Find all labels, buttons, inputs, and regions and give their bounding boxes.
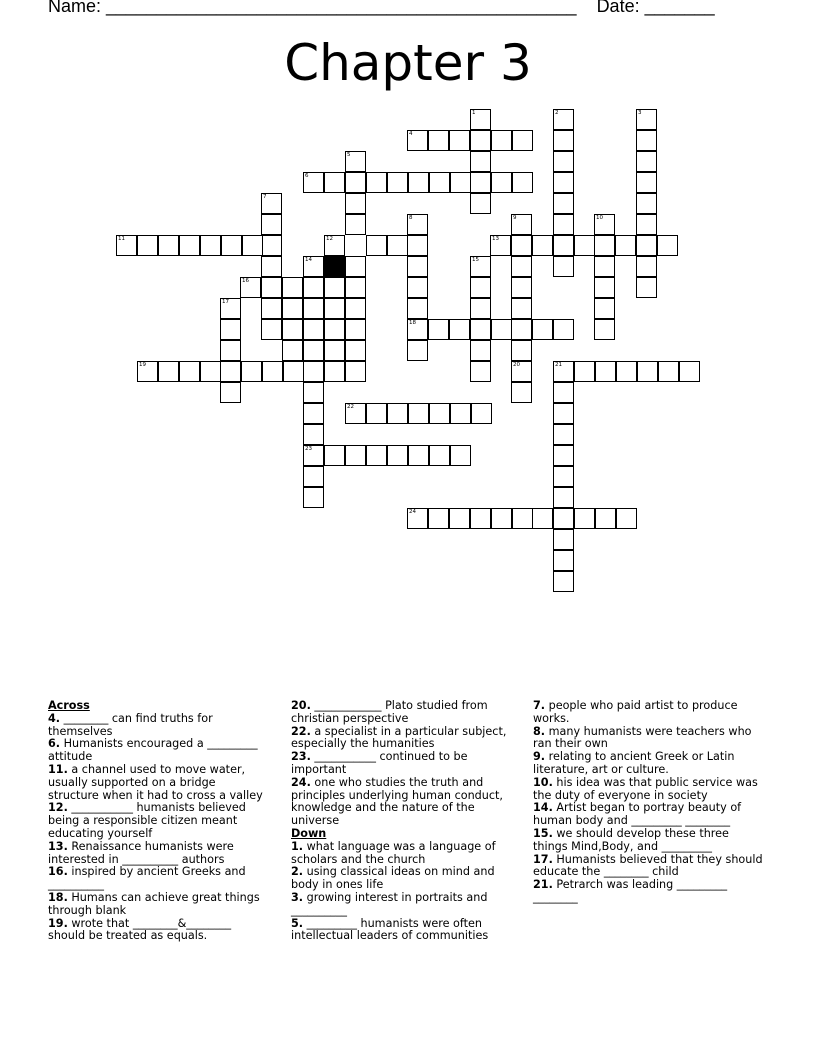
crossword-cell[interactable] — [450, 403, 471, 424]
crossword-cell[interactable] — [303, 361, 324, 382]
crossword-cell[interactable] — [261, 319, 282, 340]
clue-item — [533, 828, 763, 854]
crossword-cell[interactable] — [553, 445, 574, 466]
crossword-cell[interactable] — [345, 403, 366, 424]
clue-item-text: Humanists believed that they should educate the ________ child — [533, 852, 763, 879]
crossword-cell[interactable] — [636, 277, 657, 298]
crossword-cell[interactable] — [616, 508, 637, 529]
crossword-cell[interactable] — [303, 424, 324, 445]
clue-number: 14 — [305, 257, 312, 263]
crossword-cell[interactable] — [303, 403, 324, 424]
crossword-cell[interactable] — [303, 340, 324, 361]
crossword-cell[interactable] — [637, 361, 658, 382]
clue-item-text: a specialist in a particular subject, especially the humanities — [291, 724, 507, 751]
crossword-cell[interactable] — [345, 361, 366, 382]
name-blank[interactable]: _______________________________________________ — [106, 0, 577, 16]
crossword-cell[interactable] — [324, 298, 345, 319]
crossword-cell[interactable] — [220, 382, 241, 403]
crossword-cell[interactable] — [470, 130, 491, 151]
crossword-cell[interactable] — [407, 298, 428, 319]
crossword-cell[interactable] — [407, 214, 428, 235]
clue-item — [291, 751, 515, 777]
clue-item-text: people who paid artist to produce works. — [533, 699, 738, 725]
crossword-cell[interactable] — [137, 361, 158, 382]
clue-number: 10 — [596, 215, 603, 221]
clues-column-3 — [533, 700, 763, 905]
across-clue-list-2 — [291, 700, 515, 828]
crossword-cell[interactable] — [470, 361, 491, 382]
crossword-cell[interactable] — [491, 172, 512, 193]
clue-item-text: ____________ Plato studied from christian perspective — [291, 699, 488, 725]
crossword-cell[interactable] — [242, 235, 263, 256]
crossword-cell[interactable] — [636, 193, 657, 214]
crossword-cell[interactable] — [574, 361, 595, 382]
crossword-cell[interactable] — [387, 172, 408, 193]
crossword-cell[interactable] — [220, 340, 241, 361]
clue-number: 24 — [409, 509, 416, 515]
clue-item — [533, 726, 763, 752]
crossword-cell[interactable] — [408, 445, 429, 466]
crossword-cell[interactable] — [470, 172, 491, 193]
clue-number: 12 — [326, 236, 333, 242]
clue-item-number: 7. — [533, 699, 546, 712]
clue-item-number: 9. — [533, 750, 546, 764]
crossword-cell[interactable] — [553, 256, 574, 277]
crossword-cell[interactable] — [553, 424, 574, 445]
clue-item-text: Renaissance humanists were interested in __________ authors — [48, 839, 234, 866]
crossword-cell[interactable] — [303, 298, 324, 319]
crossword-cell[interactable] — [511, 382, 532, 403]
crossword-cell[interactable] — [345, 319, 366, 340]
crossword-cell[interactable] — [179, 361, 200, 382]
crossword-cell[interactable] — [470, 508, 491, 529]
crossword-cell[interactable] — [636, 256, 657, 277]
crossword-cell[interactable] — [261, 235, 282, 256]
clue-number: 1 — [472, 110, 476, 116]
crossword-cell[interactable] — [595, 361, 616, 382]
clue-item — [48, 892, 268, 918]
crossword-cell[interactable] — [345, 340, 366, 361]
crossword-cell[interactable] — [553, 319, 574, 340]
clue-item-number: 22. — [291, 724, 311, 738]
clue-item-text: Humanists encouraged a _________ attitude — [48, 737, 258, 764]
clue-item-number: 4. — [48, 711, 61, 725]
crossword-cell[interactable] — [366, 403, 387, 424]
name-label: Name: — [48, 0, 102, 16]
crossword-cell[interactable] — [594, 214, 615, 235]
crossword-cell[interactable] — [261, 298, 282, 319]
crossword-cell[interactable] — [511, 319, 532, 340]
clue-item — [533, 802, 763, 828]
crossword-cell[interactable] — [450, 445, 471, 466]
crossword-cell[interactable] — [449, 508, 470, 529]
clue-number: 7 — [263, 194, 267, 200]
crossword-cell[interactable] — [324, 340, 345, 361]
crossword-cell[interactable] — [636, 151, 657, 172]
crossword-cell[interactable] — [636, 172, 657, 193]
crossword-cell[interactable] — [261, 193, 282, 214]
crossword-cell[interactable] — [450, 172, 471, 193]
clue-item-number: 1. — [291, 839, 304, 853]
crossword-cell[interactable] — [240, 277, 261, 298]
crossword-cell[interactable] — [532, 235, 553, 256]
crossword-cell[interactable] — [387, 235, 408, 256]
crossword-cell[interactable] — [407, 277, 428, 298]
crossword-cell[interactable] — [511, 256, 532, 277]
crossword-cell[interactable] — [532, 508, 553, 529]
page-title: Chapter 3 — [284, 34, 532, 92]
crossword-cell[interactable] — [574, 508, 595, 529]
crossword-cell[interactable] — [595, 508, 616, 529]
clue-item-number: 10. — [533, 775, 553, 789]
clue-item-number: 21. — [533, 878, 553, 892]
crossword-cell[interactable] — [490, 235, 511, 256]
clue-number: 4 — [409, 131, 413, 137]
date-blank[interactable]: _______ — [644, 0, 715, 16]
across-clue-list-1 — [48, 713, 268, 943]
crossword-cell[interactable] — [324, 172, 345, 193]
crossword-cell[interactable] — [594, 235, 615, 256]
clue-item-text: his idea was that public service was the duty of everyone in society — [533, 775, 758, 802]
crossword-cell[interactable] — [241, 361, 262, 382]
crossword-cell[interactable] — [553, 466, 574, 487]
clue-item-number: 17. — [533, 852, 553, 866]
crossword-cell[interactable] — [303, 256, 324, 277]
clues-column-2 — [291, 700, 515, 943]
clue-item — [533, 751, 763, 777]
crossword-cell[interactable] — [574, 235, 595, 256]
crossword-cell[interactable] — [345, 172, 366, 193]
clue-item-number: 6. — [48, 737, 61, 751]
crossword-cell[interactable] — [470, 193, 491, 214]
crossword-cell[interactable] — [594, 256, 615, 277]
clue-item — [291, 777, 515, 828]
crossword-cell[interactable] — [220, 361, 241, 382]
crossword-cell[interactable] — [658, 361, 679, 382]
clue-item — [48, 738, 268, 764]
clue-item-text: ___________ humanists believed being a responsible citizen meant educating yourself — [48, 801, 246, 840]
clue-item — [48, 918, 268, 944]
crossword-cell[interactable] — [282, 340, 303, 361]
crossword-cell[interactable] — [303, 466, 324, 487]
crossword-cell[interactable] — [449, 319, 470, 340]
crossword-cell[interactable] — [553, 382, 574, 403]
crossword-cell[interactable] — [407, 319, 428, 340]
crossword-cell[interactable] — [303, 445, 324, 466]
crossword-cell[interactable] — [491, 130, 512, 151]
crossword-cell[interactable] — [324, 361, 345, 382]
crossword-cell[interactable] — [408, 172, 429, 193]
crossword-cell[interactable] — [200, 235, 221, 256]
crossword-cell[interactable] — [221, 235, 242, 256]
crossword-cell[interactable] — [553, 403, 574, 424]
clue-item-text: ___________ continued to be important — [291, 750, 468, 776]
crossword-cell[interactable] — [158, 361, 179, 382]
crossword-cell[interactable] — [407, 235, 428, 256]
crossword-cell[interactable] — [179, 235, 200, 256]
clue-item — [291, 918, 515, 944]
crossword-cell[interactable] — [470, 151, 491, 172]
clue-item-text: wrote that ________&________ should be treated as equals. — [48, 916, 232, 943]
clue-number: 22 — [347, 404, 354, 410]
crossword-cell[interactable] — [553, 214, 574, 235]
crossword-cell[interactable] — [200, 361, 221, 382]
crossword-cell[interactable] — [407, 256, 428, 277]
crossword-cell[interactable] — [303, 487, 324, 508]
crossword-cell[interactable] — [407, 130, 428, 151]
crossword-cell[interactable] — [345, 151, 366, 172]
clue-item — [291, 726, 515, 752]
clue-number: 8 — [409, 215, 413, 221]
crossword-cell[interactable] — [511, 214, 532, 235]
crossword-cell[interactable] — [553, 529, 574, 550]
crossword-cell[interactable] — [345, 214, 366, 235]
crossword-cell[interactable] — [470, 298, 491, 319]
crossword-cell[interactable] — [220, 298, 241, 319]
crossword-cell[interactable] — [303, 319, 324, 340]
clue-item-text: Humans can achieve great things through blank — [48, 890, 260, 917]
crossword-cell[interactable] — [636, 214, 657, 235]
crossword-cell[interactable] — [366, 172, 387, 193]
crossword-cell[interactable] — [594, 277, 615, 298]
down-heading: Down — [291, 826, 327, 840]
crossword-cell[interactable] — [553, 193, 574, 214]
crossword-cell[interactable] — [470, 340, 491, 361]
crossword-cell[interactable] — [283, 361, 304, 382]
crossword-black-cell — [324, 256, 345, 277]
clue-item-text: what language was a language of scholars and the church — [291, 839, 496, 866]
clue-number: 21 — [555, 362, 562, 368]
clue-item-text: one who studies the truth and principles underlying human conduct, knowledge and the nature of the universe — [291, 775, 503, 828]
crossword-cell[interactable] — [408, 403, 429, 424]
clue-number: 5 — [347, 152, 351, 158]
crossword-cell[interactable] — [345, 193, 366, 214]
clue-item-text: many humanists were teachers who ran their own — [533, 724, 752, 751]
clue-item-number: 2. — [291, 865, 304, 879]
clue-item-number: 14. — [533, 801, 553, 815]
clue-item — [291, 866, 515, 892]
crossword-cell[interactable] — [511, 340, 532, 361]
clues-column-1 — [48, 700, 268, 943]
crossword-cell[interactable] — [511, 298, 532, 319]
crossword-cell[interactable] — [470, 277, 491, 298]
crossword-cell[interactable] — [303, 172, 324, 193]
crossword-cell[interactable] — [428, 130, 449, 151]
crossword-cell[interactable] — [345, 445, 366, 466]
crossword-cell[interactable] — [553, 151, 574, 172]
clue-number: 9 — [513, 215, 517, 221]
crossword-cell[interactable] — [261, 256, 282, 277]
down-clue-list-1 — [291, 841, 515, 943]
clue-number: 2 — [555, 110, 559, 116]
crossword-cell[interactable] — [387, 403, 408, 424]
crossword-cell[interactable] — [471, 403, 492, 424]
clue-item-text: ________ can find truths for themselves — [48, 711, 213, 738]
crossword-cell[interactable] — [345, 277, 366, 298]
crossword-cell[interactable] — [553, 550, 574, 571]
clue-item — [533, 879, 763, 905]
crossword-cell[interactable] — [407, 340, 428, 361]
crossword-cell[interactable] — [158, 235, 179, 256]
crossword-cell[interactable] — [512, 172, 533, 193]
crossword-cell[interactable] — [491, 319, 512, 340]
clue-item-text: inspired by ancient Greeks and __________ — [48, 865, 246, 892]
clue-item-text: using classical ideas on mind and body in ones life — [291, 865, 495, 892]
clue-item-number: 20. — [291, 699, 311, 712]
clue-item-text: _________ humanists were often intellectual leaders of communities — [291, 916, 489, 943]
clue-item-number: 18. — [48, 890, 68, 904]
crossword-cell[interactable] — [428, 319, 449, 340]
crossword-cell[interactable] — [262, 361, 283, 382]
crossword-cell[interactable] — [636, 235, 657, 256]
crossword-cell[interactable] — [491, 508, 512, 529]
crossword-cell[interactable] — [282, 298, 303, 319]
clue-item-number: 19. — [48, 916, 68, 930]
clue-item-number: 3. — [291, 890, 304, 904]
clue-item — [48, 866, 268, 892]
crossword-cell[interactable] — [429, 172, 450, 193]
crossword-cell[interactable] — [553, 361, 574, 382]
crossword-cell[interactable] — [387, 445, 408, 466]
crossword-cell[interactable] — [594, 319, 615, 340]
crossword-cell[interactable] — [553, 571, 574, 592]
crossword-cell[interactable] — [429, 445, 450, 466]
crossword-cell[interactable] — [282, 277, 303, 298]
crossword-cell[interactable] — [616, 361, 637, 382]
clue-item — [48, 713, 268, 739]
clue-item-text: relating to ancient Greek or Latin literature, art or culture. — [533, 750, 735, 776]
crossword-cell[interactable] — [553, 172, 574, 193]
crossword-cell[interactable] — [407, 508, 428, 529]
clue-item — [48, 764, 268, 802]
crossword-cell[interactable] — [366, 445, 387, 466]
across-heading: Across — [48, 699, 90, 712]
clue-number: 15 — [472, 257, 479, 263]
crossword-cell[interactable] — [553, 235, 574, 256]
crossword-cell[interactable] — [345, 298, 366, 319]
clue-item-number: 5. — [291, 916, 304, 930]
clue-item-number: 13. — [48, 839, 68, 853]
clue-number: 17 — [222, 299, 229, 305]
clue-item — [533, 854, 763, 880]
clue-item-number: 24. — [291, 775, 311, 789]
clue-item — [291, 700, 515, 726]
clue-item — [291, 841, 515, 867]
crossword-cell[interactable] — [137, 235, 158, 256]
crossword-cell[interactable] — [594, 298, 615, 319]
clue-item-number: 15. — [533, 826, 553, 840]
clue-item-text: Petrarch was leading _________ ________ — [533, 878, 728, 904]
crossword-cell[interactable] — [532, 319, 553, 340]
crossword-cell[interactable] — [511, 277, 532, 298]
crossword-cell[interactable] — [553, 130, 574, 151]
crossword-cell[interactable] — [553, 487, 574, 508]
clue-item-text: we should develop these three things Mind,Body, and _________ — [533, 826, 729, 853]
crossword-cell[interactable] — [657, 235, 678, 256]
crossword-cell[interactable] — [449, 130, 470, 151]
clue-item — [48, 802, 268, 840]
crossword-cell[interactable] — [512, 508, 533, 529]
crossword-cell[interactable] — [345, 256, 366, 277]
crossword-cell[interactable] — [553, 109, 574, 130]
crossword-cell[interactable] — [470, 319, 491, 340]
crossword-cell[interactable] — [324, 445, 345, 466]
crossword-cell[interactable] — [303, 277, 324, 298]
clue-item-number: 8. — [533, 724, 546, 738]
clue-item — [48, 841, 268, 867]
clue-item-text: growing interest in portraits and __________ — [291, 890, 488, 917]
crossword-cell[interactable] — [220, 319, 241, 340]
crossword-cell[interactable] — [511, 235, 532, 256]
clue-item — [533, 777, 763, 803]
crossword-cell[interactable] — [615, 235, 636, 256]
crossword-cell[interactable] — [470, 109, 491, 130]
crossword-cell[interactable] — [679, 361, 700, 382]
crossword-cell[interactable] — [261, 214, 282, 235]
clue-item-number: 23. — [291, 750, 311, 764]
clue-number: 20 — [513, 362, 520, 368]
crossword-cell[interactable] — [324, 235, 345, 256]
crossword-cell[interactable] — [366, 235, 387, 256]
clue-item-number: 16. — [48, 865, 68, 879]
down-clue-list-2 — [533, 700, 763, 905]
clue-number: 18 — [409, 320, 416, 326]
clue-item-text: a channel used to move water, usually supported on a bridge structure when it had to cross a valley — [48, 762, 263, 802]
clue-number: 23 — [305, 446, 312, 452]
clue-number: 13 — [492, 236, 499, 242]
crossword-cell[interactable] — [324, 319, 345, 340]
crossword-cell[interactable] — [470, 256, 491, 277]
crossword-cell[interactable] — [636, 109, 657, 130]
crossword-cell[interactable] — [428, 508, 449, 529]
clue-item-text: Artist began to portray beauty of human body and _________ ________ — [533, 801, 742, 828]
clue-number: 19 — [139, 362, 146, 368]
clue-number: 6 — [305, 173, 309, 179]
date-label: Date: — [596, 0, 640, 16]
clue-item-number: 12. — [48, 801, 68, 815]
clue-item — [291, 892, 515, 918]
crossword-cell[interactable] — [116, 235, 137, 256]
crossword-cell[interactable] — [512, 130, 533, 151]
crossword-cell[interactable] — [261, 277, 282, 298]
clue-number: 3 — [638, 110, 642, 116]
clue-item — [533, 700, 763, 726]
crossword-cell[interactable] — [553, 508, 574, 529]
crossword-cell[interactable] — [636, 130, 657, 151]
clue-number: 11 — [118, 236, 125, 242]
crossword-cell[interactable] — [324, 277, 345, 298]
crossword-cell[interactable] — [511, 361, 532, 382]
crossword-cell[interactable] — [429, 403, 450, 424]
crossword-cell[interactable] — [303, 382, 324, 403]
clue-item-number: 11. — [48, 762, 68, 776]
crossword-cell[interactable] — [282, 319, 303, 340]
clue-number: 16 — [242, 278, 249, 284]
